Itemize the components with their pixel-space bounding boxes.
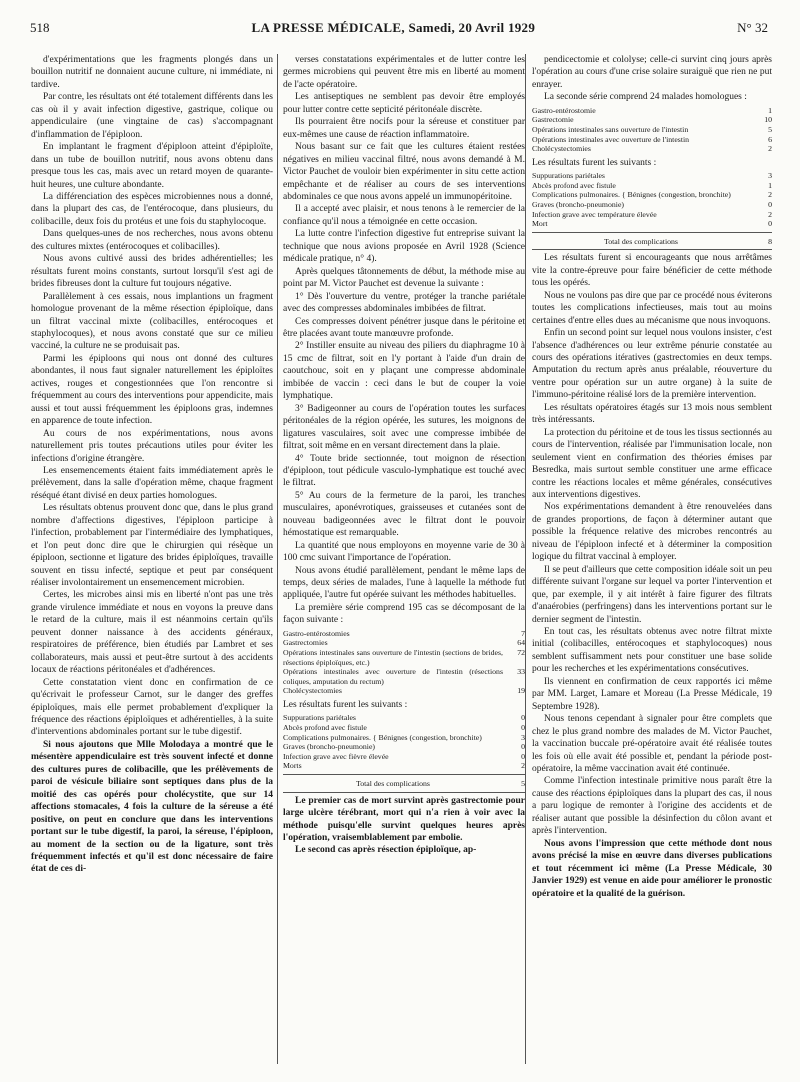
- column-1: [31, 54, 273, 876]
- paragraph: Nous tenons cependant à signaler pour être complets que chez le plus grand nombre des malades de M. Victor Pauchet, la vaccination buccale pré-opératoire avait été réalisée toutes les fois où elle avait été possible et, pendant la période post-opératoire, la même vaccination avait été continuée.: [532, 714, 772, 774]
- second-series-total: [532, 235, 772, 247]
- paragraph: La lutte contre l'infection digestive fut entreprise suivant la technique que nous avions proposée en Avril 1928 (Science médicale pratique, n° 4).: [283, 229, 525, 265]
- row-label: Gastro-entérostomie: [532, 105, 596, 115]
- row-label: Opérations intestinales avec ouverture de l'intestin: [532, 134, 690, 144]
- row-value: 2: [768, 190, 772, 200]
- row-value: 64: [517, 638, 525, 648]
- row-value: 1: [768, 180, 772, 190]
- paragraph: Nos expérimentations demandent à être renouvelées dans de grandes proportions, de façon à déterminer autant que possible la fréquence relative des microbes rencontrés au niveau de l'épiploon infecté et à déterminer la composition logique du filtrat vaccinal à employer.: [532, 502, 772, 563]
- paragraph: Ils viennent en confirmation de ceux rapportés ici même par MM. Larget, Lamare et Moreau (La Presse Médicale, 19 Septembre 1928).: [532, 676, 772, 712]
- row-label: Complications pulmonaires. { Bénignes (congestion, bronchite): [283, 732, 482, 742]
- row-value: 0: [521, 742, 525, 752]
- table-row: [532, 219, 772, 229]
- paragraph: Après quelques tâtonnements de début, la méthode mise au point par M. Victor Pauchet est devenue la suivante :: [283, 266, 525, 290]
- row-label: Complications pulmonaires. { Bénignes (congestion, bronchite): [532, 190, 731, 200]
- second-series-results: [532, 171, 772, 229]
- row-value: 0: [521, 723, 525, 733]
- row-label: Cholécystectomies: [532, 144, 591, 154]
- row-label: Mort: [532, 219, 548, 229]
- table-row: [532, 115, 772, 125]
- column-2: [283, 54, 525, 857]
- paragraph: Nous avons étudié parallèlement, pendant le même laps de temps, deux séries de malades, l'une à laquelle la méthode fut appliquée, l'autre fut opérée suivant les méthodes habituelles.: [283, 565, 525, 601]
- row-label: Abcès profond avec fistule: [532, 180, 616, 190]
- row-value: 0: [768, 200, 772, 210]
- page-number: 518: [30, 20, 50, 35]
- paragraph: Dans quelques-unes de nos recherches, nous avons obtenu des cultures mixtes (entérocoques et colibacilles).: [31, 229, 273, 252]
- paragraph: La seconde série comprend 24 malades homologues :: [544, 92, 747, 103]
- paragraph: Les antiseptiques ne semblent pas devoir être employés pour lutter contre cette septicité péritonéale discrète.: [283, 92, 525, 115]
- row-value: 7: [521, 628, 525, 638]
- table-row: [283, 761, 525, 771]
- table-row: [532, 125, 772, 135]
- paragraph: La protection du péritoine et de tous les tissus sectionnés au cours de l'intervention, réalisée par l'immunisation locale, non seulement vient en confirmation des théories émises par Besredka, mais surtout semble constituer une arme efficace contre les réactions locales et même générales, consécutives aux interventions digestives.: [532, 427, 772, 500]
- paragraph: Il a accepté avec plaisir, et nous tenons à le remercier de la confiance qu'il nous a témoignée en cette occasion.: [283, 204, 525, 227]
- table-row: [283, 752, 525, 762]
- total-label: Total des complications: [356, 779, 430, 789]
- paragraph: Les ensemencements étaient faits immédiatement après le prélèvement, dans la salle d'opération même, chaque fragment réséqué étant divisé en deux parties homologues.: [31, 465, 273, 501]
- column-3: [532, 54, 772, 900]
- paragraph: Les résultats opératoires étagés sur 13 mois nous semblent très intéressants.: [532, 402, 772, 426]
- paragraph: Nous ne voulons pas dire que par ce procédé nous éviterons toutes les complications infectieuses, mais tout au moins certaines d'entre elles dues au mécanisme que nous invoquons.: [532, 290, 772, 326]
- row-value: 6: [768, 134, 772, 144]
- column-divider: [277, 54, 278, 1064]
- table-row: [283, 713, 525, 723]
- paragraph: Nous avons l'impression que cette méthode dont nous avons précisé la mise en œuvre dans diverses publications et tout récemment ici même (La Presse Médicale, 30 Janvier 1929) est venue en aide pour améliorer le pronostic opératoire et la qualité de la guérison.: [532, 838, 772, 899]
- total-value: 5: [521, 779, 525, 789]
- row-label: Graves (broncho-pneumonie): [283, 742, 376, 752]
- row-value: 72: [517, 648, 525, 658]
- paragraph: Certes, les microbes ainsi mis en liberté n'ont pas une très grande virulence immédiate et nous en voyons la preuve dans le retard de la culture, mais il est néanmoins certain qu'ils peuvent donner naissance à des accidents généraux, respiratoires de préférence, bien étudiés par Lambret et ses collaborateurs, mais aussi et peut-être surtout à des accidents locaux de réactions péritonéales et d'adhérences.: [31, 590, 273, 676]
- paragraph: Enfin un second point sur lequel nous voulons insister, c'est l'absence d'adhérences ou leur extrême pénurie constatée au cours des opérations itératives (gastrectomies en deux temps. Amputation du rectum après anus préalable, réouverture du ventre pour opération sur un autre organe) à la suite de l'immuno-péritoine réalisé lors de la première intervention.: [532, 328, 772, 401]
- row-label: Opérations intestinales sans ouverture de l'intestin (sections de brides, résections épiploïques, etc.): [283, 648, 503, 667]
- row-label: Gastrectomies: [283, 638, 328, 648]
- paragraph: La différenciation des espèces microbiennes nous a donné, dans la plupart des cas, de l'entérocoque, dans plusieurs, du colibacille, deux fois du protéus et une fois du staphylocoque.: [31, 191, 273, 227]
- paragraph: En tout cas, les résultats obtenus avec notre filtrat mixte initial (colibacilles, entérocoques et staphylocoques) nous semblent suffisamment nets pour constituer une base solide pour les recherches et les expérimentations consécutives.: [532, 626, 772, 675]
- paragraph: Il se peut d'ailleurs que cette composition idéale soit un peu différente suivant l'organe sur lequel va porter l'intervention et que, par exemple, il y ait intérêt à faire figurer des filtrats d'anaérobies (perfringens) dans les interventions portant sur le dernier segment de l'intestin.: [532, 564, 772, 625]
- row-label: Suppurations pariétales: [532, 171, 605, 181]
- divider: [283, 792, 525, 793]
- paragraph: Comme l'infection intestinale primitive nous paraît être la cause des réactions épiploïques dans la plupart des cas, il nous a paru logique de remonter à l'origine des accidents et de réaliser autant que possible la désinfection du côlon avant et après l'intervention.: [532, 776, 772, 837]
- first-series-total: [283, 777, 525, 789]
- row-value: 0: [521, 713, 525, 723]
- second-series-table: [532, 106, 772, 154]
- row-value: 2: [768, 209, 772, 219]
- paragraph: Parmi les épiploons qui nous ont donné des cultures abondantes, il nous faut signaler naturellement les épiploïtes actives, rouges et congestionnées que l'on rencontre si fréquemment au cours des interventions pour appendicite, mais aussi et tout aussi fréquemment les épiploons gras, indemnes en apparence de toute infection.: [31, 353, 273, 427]
- paragraph: Par contre, les résultats ont été totalement différents dans les cas où il y avait infection digestive, gastrique, colique ou appendiculaire (une vingtaine de cas) s'accompagnant d'inflammation de l'épiploon.: [31, 92, 273, 140]
- first-series-results: [283, 713, 525, 771]
- row-value: 5: [768, 125, 772, 134]
- row-value: 0: [521, 751, 525, 761]
- paragraph: Au cours de nos expérimentations, nous avons naturellement pris toutes précautions utiles pour éviter les infections d'origine étrangère.: [31, 428, 273, 464]
- row-label: Abcès profond avec fistule: [283, 723, 367, 733]
- table-row: [283, 686, 525, 696]
- paragraph: 3° Badigeonner au cours de l'opération toutes les surfaces péritonéales de la région opérée, les sutures, les moignons de ligatures vasculaires, soit avec une compresse imbibée de filtrat, soit même en en versant directement dans la plaie.: [283, 403, 525, 452]
- paragraph: 1° Dès l'ouverture du ventre, protéger la tranche pariétale avec des compresses abdominales imbibées de filtrat.: [283, 291, 525, 315]
- journal-title: LA PRESSE MÉDICALE, Samedi, 20 Avril 1929: [251, 20, 536, 35]
- paragraph: Parallèlement à ces essais, nous implantions un fragment homologue provenant de la même résection épiploïque, dans un filtrat vaccinal mixte (colibacilles, entérocoques et staphylocoques), et nous avons constaté que sur ce milieu vacciné, la culture ne se produisait pas.: [31, 291, 273, 352]
- paragraph: d'expérimentations que les fragments plongés dans un bouillon nutritif ne donnaient aucune culture, ni immédiate, ni tardive.: [31, 55, 273, 90]
- table-row: [532, 135, 772, 145]
- total-value: 8: [768, 236, 772, 246]
- table-row: [532, 200, 772, 210]
- paragraph: Ils pourraient être nocifs pour la séreuse et constituer par eux-mêmes une cause de réaction inflammatoire.: [283, 117, 525, 140]
- table-row: [532, 190, 772, 200]
- paragraph: Cette constatation vient donc en confirmation de ce qu'écrivait le professeur Carnot, sur le danger des greffes épiploïques, mais elle permet probablement d'expliquer la fréquence des réactions épiploïques et adhérentielles, à la suite d'interventions abdominales portant sur le tube digestif.: [31, 677, 273, 738]
- paragraph: pendicectomie et cololyse; celle-ci survint cinq jours après l'opération au cours d'une crise solaire suraiguë que rien ne put enrayer.: [532, 55, 772, 90]
- paragraph: Nous basant sur ce fait que les cultures étaient restées négatives en milieu vaccinal filtré, nous avons demandé à M. Victor Pauchet de vouloir bien expérimenter in situ cette action empêchante et de réaliser au cours de ses interventions abdominales ce que nous avons appelé un immunopéritoine.: [283, 142, 525, 202]
- results-heading: Les résultats furent les suivants :: [283, 700, 408, 710]
- table-row: [532, 210, 772, 220]
- row-label: Graves (broncho-pneumonie): [532, 200, 625, 210]
- paragraph: Ces compresses doivent pénétrer jusque dans le péritoine et être placées avant toute manœuvre profonde.: [283, 316, 525, 339]
- row-label: Opérations intestinales avec ouverture de l'intestin (résections coliques, amputation du rectum): [283, 667, 503, 686]
- paragraph: 2° Instiller ensuite au niveau des piliers du diaphragme 10 à 15 cmc de filtrat, soit en l'y portant à l'aide d'un drain de caoutchouc, soit en y plaçant une compresse abdominale imbibée de vaccin : ceci dans le but de couper la voie lymphatique.: [283, 341, 525, 402]
- divider: [283, 774, 525, 775]
- divider: [532, 232, 772, 233]
- row-label: Morts: [283, 761, 302, 771]
- row-value: 3: [521, 732, 525, 742]
- paragraph: Nous avons cultivé aussi des brides adhérentielles; les résultats furent moins constants, surtout lorsqu'il s'est agi de brides fibreuses dont la culture fut toujours négative.: [31, 254, 273, 290]
- table-row: [283, 723, 525, 733]
- results-heading: Les résultats furent les suivants :: [532, 157, 657, 168]
- table-row: [283, 638, 525, 648]
- row-label: Infection grave avec fièvre élevée: [283, 751, 389, 761]
- issue-number: N° 32: [737, 20, 768, 35]
- column-divider: [525, 54, 526, 1064]
- table-row: [283, 667, 525, 686]
- table-row: [532, 144, 772, 154]
- row-value: 19: [517, 686, 525, 696]
- page-header: [30, 20, 768, 46]
- paragraph: 4° Toute bride sectionnée, tout moignon de résection d'épiploon, tout pédicule vasculo-lymphatique est touché avec le filtrat.: [283, 453, 525, 489]
- paragraph: La première série comprend 195 cas se décomposant de la façon suivante :: [283, 602, 525, 626]
- table-row: [283, 648, 525, 667]
- paragraph: Le premier cas de mort survint après gastrectomie pour large ulcère térébrant, mort qui n'a rien à voir avec la méthode puisqu'elle survint quelques heures après l'opération, vraisemblablement par embolie.: [283, 795, 525, 843]
- row-value: 2: [768, 144, 772, 154]
- paragraph: verses constatations expérimentales et de lutter contre les germes microbiens qui peuvent être mis en liberté au moment de l'acte opératoire.: [283, 55, 525, 90]
- row-value: 33: [517, 667, 525, 677]
- paragraph: En implantant le fragment d'épiploon atteint d'épiploïte, dans un tube de bouillon nutritif, nous avons obtenu dans presque tous les cas, mais avec un retard moyen de quarante-huit heures, une culture abondante.: [31, 142, 273, 190]
- row-label: Opérations intestinales sans ouverture de l'intestin: [532, 125, 689, 134]
- table-row: [283, 629, 525, 639]
- row-label: Gastro-entérostomies: [283, 628, 350, 638]
- row-value: 0: [768, 219, 772, 229]
- row-value: 10: [764, 115, 772, 125]
- row-label: Cholécystectomies: [283, 686, 342, 696]
- table-row: [532, 106, 772, 116]
- table-row: [283, 742, 525, 752]
- row-label: Suppurations pariétales: [283, 713, 356, 723]
- first-series-table: [283, 629, 525, 696]
- table-row: [532, 171, 772, 181]
- row-label: Gastrectomie: [532, 115, 574, 125]
- paragraph: Les résultats furent si encourageants que nous arrêtâmes vite la contre-épreuve pour faire bénéficier de cette méthode tous les opérés.: [532, 253, 772, 289]
- paragraph: Si nous ajoutons que Mlle Molodaya a montré que le mésentère appendiculaire est très souvent infecté et donne des cultures pures de colibacille, que les prélèvements de paroi de vésicule biliaire sont septiques dans plus de la moitié des cas opérés pour cholécystite, que sur 14 affections stomacales, 4 fois la culture de la séreuse a été positive, on peut en conclure que dans les interventions portant sur le tube digestif, la paroi, la séreuse, l'épiploon, au moment de la section ou de la ligature, sont très fréquemment infectés et qu'il est donc nécessaire de faire état de ces di-: [31, 739, 273, 875]
- paragraph: Les résultats obtenus prouvent donc que, dans le plus grand nombre d'affections digestives, l'épiploon participe à l'infection, probablement par l'intermédiaire des lymphatiques, et l'on peut donc dire que le chirurgien qui résèque un épiploon, sectionne et ligature des brides épiploïques, travaille souvent en tissu infecté, septique et peut par conséquent réaliser involontairement un ensemencement microbien.: [31, 503, 273, 589]
- row-value: 2: [521, 761, 525, 771]
- row-value: 3: [768, 171, 772, 181]
- paragraph: 5° Au cours de la fermeture de la paroi, les tranches musculaires, aponévrotiques, graisseuses et cutanées sont de nouveau badigeonnées avec le filtrat dont le pouvoir hémostatique est remarquable.: [283, 490, 525, 539]
- row-label: Infection grave avec température élevée: [532, 209, 657, 219]
- row-value: 1: [768, 105, 772, 115]
- total-label: Total des complications: [604, 236, 678, 246]
- divider: [532, 249, 772, 250]
- paragraph: Le second cas après résection épiploïque, ap-: [295, 845, 477, 856]
- table-row: [283, 733, 525, 743]
- paragraph: La quantité que nous employons en moyenne varie de 30 à 100 cmc suivant l'importance de l'opération.: [283, 540, 525, 564]
- table-row: [532, 181, 772, 191]
